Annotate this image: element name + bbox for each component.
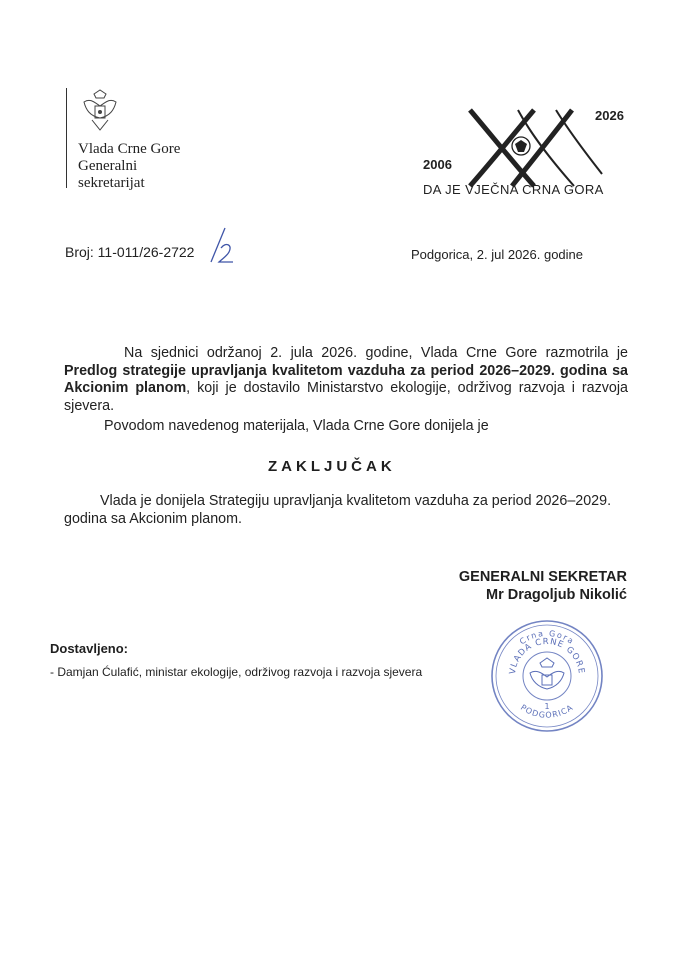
handwritten-suffix <box>207 226 237 266</box>
gov-name-line-3: sekretarijat <box>78 175 145 191</box>
logo-year-end: 2026 <box>595 108 624 123</box>
stamp-text-middle: VLADA CRNE GORE <box>507 636 587 675</box>
header-divider <box>66 88 67 188</box>
gov-name-line-2: Generalni <box>78 158 138 174</box>
body-paragraph-3: Vlada je donijela Strategiju upravljanja kvalitetom vazduha za period 2026–2029. godina sa Akcionim planom. <box>64 493 612 527</box>
signatory-title: GENERALNI SEKRETAR <box>458 569 627 585</box>
body-paragraph-2: Povodom navedenog materijala, Vlada Crne Gore donijela je <box>104 418 489 434</box>
delivered-label: Dostavljeno: <box>50 641 129 656</box>
official-stamp <box>488 617 606 735</box>
gov-name-line-1: Vlada Crne Gore <box>78 141 181 157</box>
place-and-date: Podgorica, 2. jul 2026. godine <box>411 247 584 262</box>
logo-year-start: 2006 <box>423 157 452 172</box>
stamp-number: 1 <box>544 702 550 711</box>
subject-title: Predlog strategije upravljanja kvalitetom vazduha za period 2026–2029. godina sa Akcionim planom <box>64 362 628 396</box>
svg-text:VLADA CRNE GORE <box>508 637 586 675</box>
body-paragraph-1: Na sjednici održanoj 2. jula 2026. godine, Vlada Crne Gore razmotrila je Predlog strategije upravljanja kvalitetom vazduha za period 2026–2029. godina sa Akcionim planom, koji je dostavilo Ministarstvo ekologije, održivog razvoja i razvoja sjevera. <box>64 345 628 414</box>
conclusion-heading: ZAKLJUČAK <box>268 458 396 475</box>
signatory-name: Mr Dragoljub Nikolić <box>486 587 627 603</box>
delivered-item: - Damjan Ćulafić, ministar ekologije, održivog razvoja i razvoja sjevera <box>50 665 423 679</box>
logo-motto: DA JE VJEČNA CRNA GORA <box>423 182 604 197</box>
document-number: Broj: 11-011/26-2722 <box>65 244 195 260</box>
stamp-eagle-icon <box>530 658 564 689</box>
stamp-text-top: Crna Gora <box>517 628 577 647</box>
coat-of-arms-icon <box>80 88 120 134</box>
stamp-text-bottom: PODGORICA <box>518 702 576 720</box>
